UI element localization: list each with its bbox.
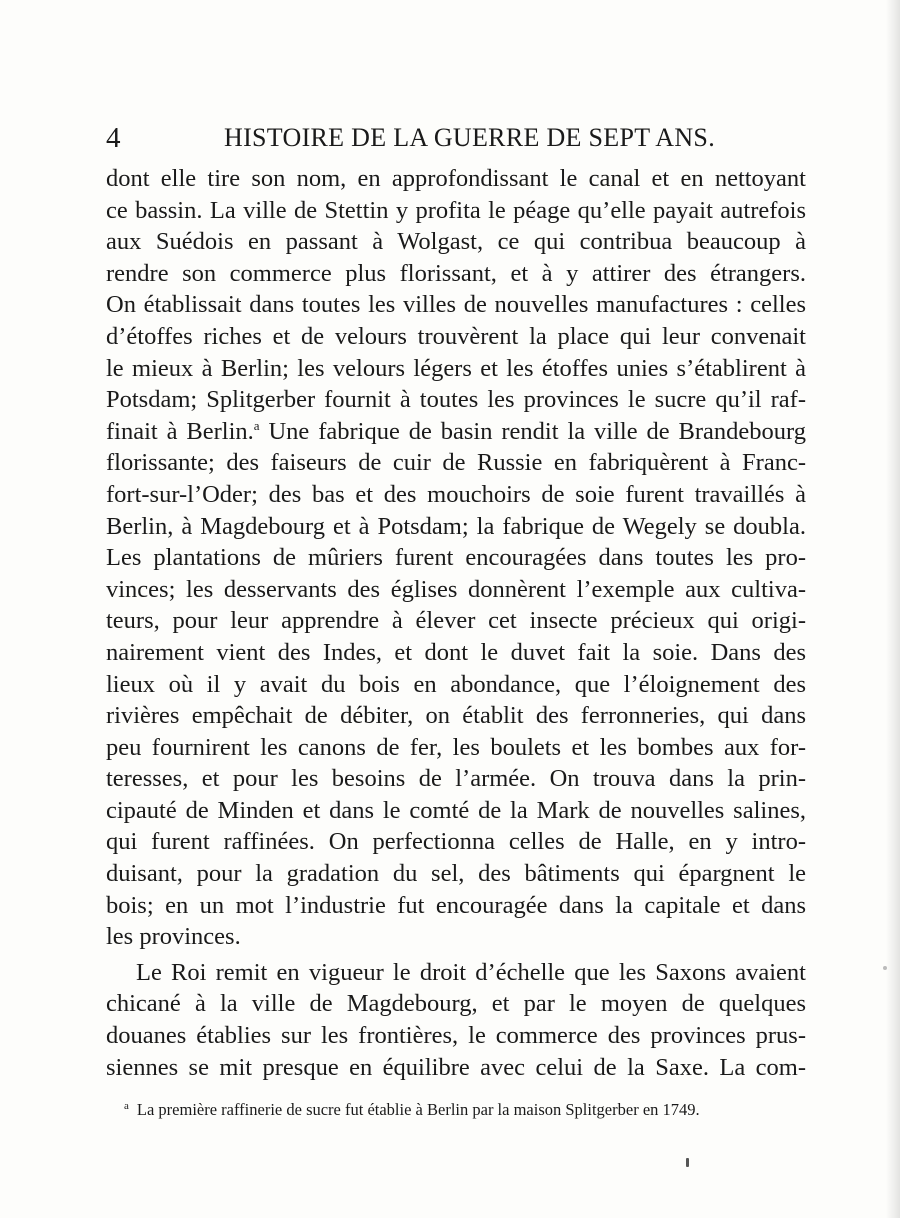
text-line: rendre son commerce plus florissant, et à y attirer des étrangers.: [106, 259, 806, 287]
page-edge-shadow: [886, 0, 900, 1218]
text-line: rivières empêchait de débiter, on établit des ferronneries, qui dans: [106, 702, 806, 730]
text-line: siennes se mit presque en équilibre avec celui de la Saxe. La com-: [106, 1053, 806, 1081]
text-line: qui furent raffinées. On perfectionna celles de Halle, en y intro-: [106, 828, 806, 856]
text-line-with-footnote-ref: [106, 416, 806, 448]
text-line: teurs, pour leur apprendre à élever cet insecte précieux qui origi-: [106, 607, 806, 635]
text-fragment: finait à Berlin.: [106, 417, 254, 445]
text-line: lieux où il y avait du bois en abondance, que l’éloignement des: [106, 670, 806, 698]
running-title: HISTOIRE DE LA GUERRE DE SEPT ANS.: [224, 123, 715, 152]
page-number: 4: [106, 122, 121, 154]
text-line: dont elle tire son nom, en approfondissant le canal et en nettoyant: [106, 165, 806, 192]
page-header: [106, 118, 806, 158]
footnote-mark: a: [124, 1099, 129, 1112]
text-line-paragraph-start: Le Roi remit en vigueur le droit d’échelle que les Saxons avaient: [136, 958, 806, 986]
text-line: nairement vient des Indes, et dont le duvet fait la soie. Dans des: [106, 638, 806, 666]
text-line-paragraph-end: les provinces.: [106, 923, 241, 951]
footnote: [124, 1097, 784, 1123]
text-line: bois; en un mot l’industrie fut encouragée dans la capitale et dans: [106, 891, 806, 919]
print-speck: [883, 966, 887, 970]
text-line: teresses, et pour les besoins de l’armée. On trouva dans la prin-: [106, 765, 806, 793]
text-line: chicané à la ville de Magdebourg, et par le moyen de quelques: [106, 990, 806, 1018]
text-line: fort-sur-l’Oder; des bas et des mouchoirs de soie furent travaillés à: [106, 480, 806, 508]
text-line: florissante; des faiseurs de cuir de Russie en fabriquèrent à Franc-: [106, 449, 806, 477]
text-line: Les plantations de mûriers furent encouragées dans toutes les pro-: [106, 544, 806, 572]
text-fragment: Une fabrique de basin rendit la ville de Brandebourg: [268, 417, 806, 445]
text-line: vinces; les desservants des églises donnèrent l’exemple aux cultiva-: [106, 575, 806, 603]
text-line: aux Suédois en passant à Wolgast, ce qui contribua beaucoup à: [106, 228, 806, 256]
text-line: le mieux à Berlin; les velours légers et les étoffes unies s’établirent à: [106, 354, 806, 382]
text-line: cipauté de Minden et dans le comté de la Mark de nouvelles salines,: [106, 796, 806, 824]
footnote-reference[interactable]: a: [253, 417, 260, 433]
text-line: duisant, pour la gradation du sel, des bâtiments qui épargnent le: [106, 860, 806, 888]
text-line: Berlin, à Magdebourg et à Potsdam; la fabrique de Wegely se doubla.: [106, 512, 806, 540]
print-speck: [686, 1158, 689, 1167]
text-line: ce bassin. La ville de Stettin y profita le péage qu’elle payait autrefois: [106, 196, 806, 224]
text-line: d’étoffes riches et de velours trouvèrent la place qui leur convenait: [106, 322, 806, 350]
text-line: On établissait dans toutes les villes de nouvelles manufactures : celles: [106, 291, 806, 319]
footnote-text: La première raffinerie de sucre fut établie à Berlin par la maison Splitgerber en 1749.: [136, 1100, 700, 1119]
text-line: Potsdam; Splitgerber fournit à toutes les provinces le sucre qu’il raf-: [106, 386, 806, 414]
body-text: [106, 163, 806, 1083]
text-line: peu fournirent les canons de fer, les boulets et les bombes aux for-: [106, 733, 806, 761]
text-line: douanes établies sur les frontières, le commerce des provinces prus-: [106, 1022, 806, 1050]
